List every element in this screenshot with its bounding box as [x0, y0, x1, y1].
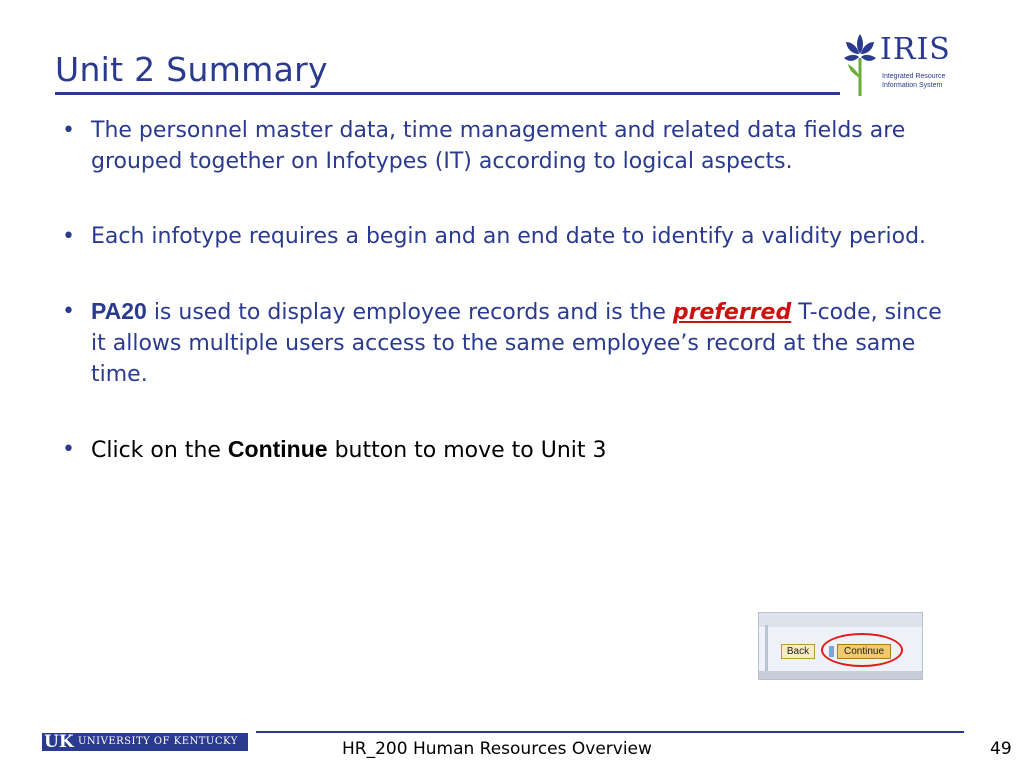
course-title: HR_200 Human Resources Overview [342, 739, 652, 759]
page-number: 49 [990, 739, 1012, 759]
university-logo [42, 733, 248, 751]
bullet-text: Each infotype requires a begin and an end date to identify a validity period. [91, 224, 927, 249]
bullet-item [62, 115, 942, 177]
preferred-emphasis: preferred [672, 300, 792, 325]
iris-wordmark: IRIS [880, 32, 951, 67]
iris-logo [838, 30, 958, 100]
bullet-text: T-code, since it allows multiple users access to the same employee’s record at the same time. [91, 300, 942, 387]
continue-reference: Continue [227, 436, 328, 462]
bullet-item [62, 296, 942, 390]
bullet-item [62, 221, 942, 252]
bullet-text: The personnel master data, time management and related data fields are grouped together on Infotypes (IT) according to logical aspects. [91, 118, 906, 174]
title-underline [55, 92, 840, 95]
back-button[interactable]: Back [781, 644, 815, 659]
bullet-dot-icon: • [62, 118, 75, 143]
university-name: UNIVERSITY OF KENTUCKY [78, 736, 238, 747]
slide-title: Unit 2 Summary [55, 50, 328, 89]
screenshot-toolbar [759, 613, 922, 627]
continue-button-screenshot [758, 612, 923, 680]
tcode-pa20: PA20 [91, 298, 147, 324]
bullet-item [62, 434, 942, 466]
iris-subtitle [882, 72, 962, 90]
bullet-dot-icon: • [62, 437, 75, 462]
screenshot-divider [765, 625, 768, 673]
bullet-dot-icon: • [62, 224, 75, 249]
bullet-dot-icon: • [62, 299, 75, 324]
iris-subtitle-line2: Information System [882, 82, 943, 89]
bullet-text: is used to display employee records and is the [146, 300, 673, 325]
screenshot-footer [759, 671, 922, 679]
bullet-text: Click on the [91, 438, 228, 463]
iris-flower-icon [838, 30, 882, 100]
summary-bullet-list [62, 115, 942, 466]
uk-mark: UK [44, 732, 74, 752]
iris-subtitle-line1: Integrated Resource [882, 73, 946, 80]
highlight-circle [821, 633, 903, 667]
bullet-text: button to move to Unit 3 [327, 438, 607, 463]
footer-rule [256, 731, 964, 733]
continue-button[interactable]: Continue [837, 644, 891, 659]
